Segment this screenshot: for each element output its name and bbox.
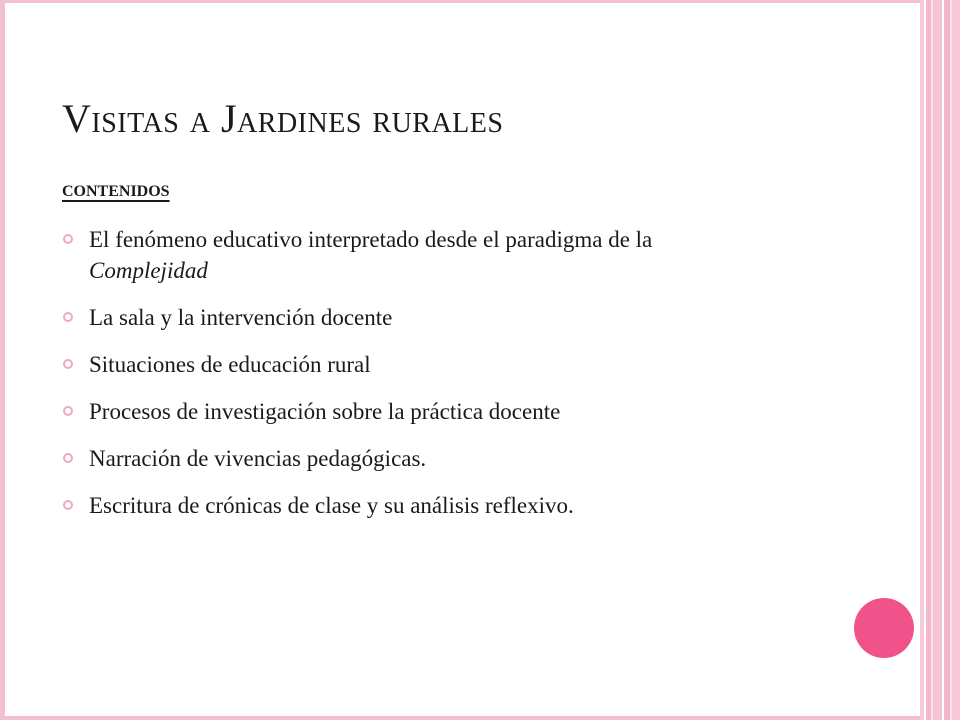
bullet-ring-icon (63, 312, 73, 322)
list-item (62, 302, 762, 333)
bullet-ring-icon (63, 359, 73, 369)
list-item (62, 396, 762, 427)
list-item (62, 349, 762, 380)
list-item (62, 224, 762, 286)
frame-left-border (0, 0, 5, 720)
bullet-ring-icon (63, 406, 73, 416)
bullet-list (62, 224, 762, 537)
list-item (62, 490, 762, 521)
list-item-text: El fenómeno educativo interpretado desde el paradigma de la (89, 227, 653, 252)
bullet-ring-icon (63, 453, 73, 463)
decorative-circle (854, 598, 914, 658)
decorative-side-band (920, 0, 960, 720)
list-item-text: Situaciones de educación rural (89, 352, 371, 377)
list-item-text: Narración de vivencias pedagógicas. (89, 446, 427, 471)
list-item-text: Procesos de investigación sobre la práctica docente (89, 399, 561, 424)
frame-bottom-border (0, 716, 920, 720)
bullet-ring-icon (63, 500, 73, 510)
bullet-ring-icon (63, 234, 73, 244)
list-item (62, 443, 762, 474)
list-item-emphasis: Complejidad (89, 258, 208, 283)
frame-top-border (0, 0, 920, 3)
section-subtitle: contenidos (62, 176, 170, 201)
slide-title: Visitas a Jardines rurales (62, 96, 504, 141)
list-item-text: La sala y la intervención docente (89, 305, 393, 330)
list-item-text: Escritura de crónicas de clase y su análisis reflexivo. (89, 493, 574, 518)
